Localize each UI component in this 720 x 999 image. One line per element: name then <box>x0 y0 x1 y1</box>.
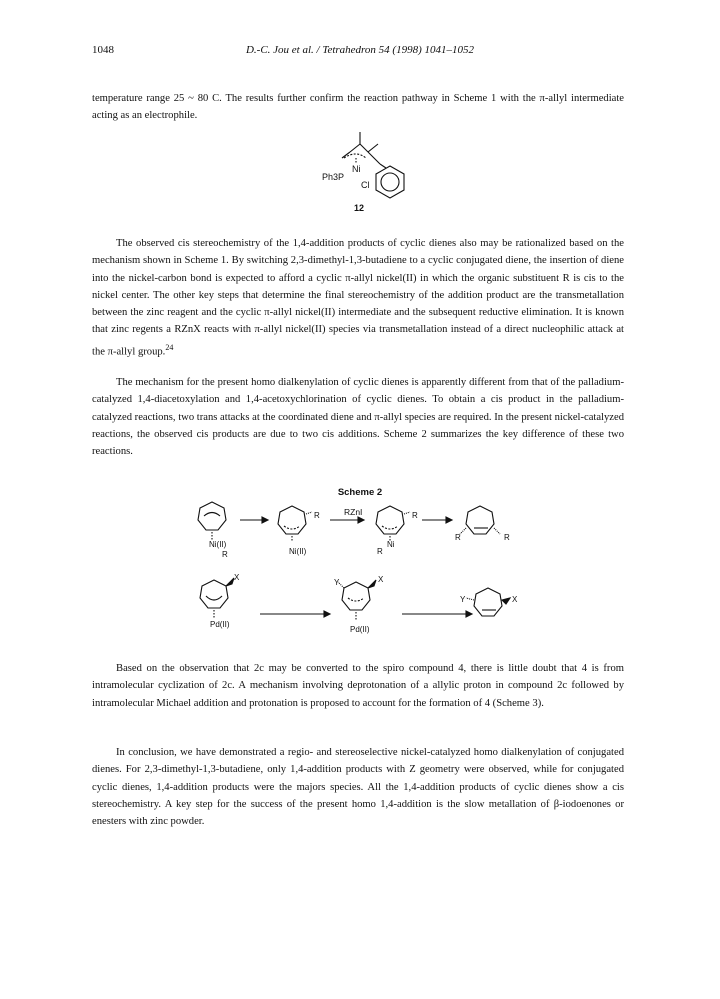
scheme-r-1: R <box>222 550 228 559</box>
compound-12-label: 12 <box>354 203 365 213</box>
compound-12-ni: Ni <box>352 164 361 174</box>
scheme-pd-ii-1: Pd(II) <box>210 620 230 629</box>
scheme-ni-1: Ni <box>387 540 395 549</box>
scheme-r-6: R <box>504 533 510 542</box>
compound-12-cl: Cl <box>361 180 370 190</box>
scheme-y-1: Y <box>334 578 340 587</box>
scheme-x-1: X <box>234 573 240 582</box>
paragraph-2 <box>92 235 624 361</box>
paragraph-4: Based on the observation that 2c may be converted to the spiro compound 4, there is little doubt that 4 is from intramolecular cyclization of 2c. A mechanism involving deprotonation of a allylic proton in compound 2c followed by intramolecular Michael addition and protonation is proposed to account for the formation of 4 (Scheme 3). <box>92 663 624 709</box>
page-number: 1048 <box>92 44 114 56</box>
scheme-r-4: R <box>377 547 383 556</box>
paragraph-5: In conclusion, we have demonstrated a regio- and stereoselective nickel-catalyzed homo dialkenylation of conjugated dienes. For 2,3-dimethyl-1,3-butadiene, only 1,4-addition products with Z geometry were observed, while for conjugated cyclic dienes, 1,4-addition products were the majors species. All the 1,4-addition products of cyclic dienes show a cis stereochemistry. A key step for the success of the present homo 1,4-addition is the slow metallation of β-iodoenones or enesters with zinc powder. <box>92 747 624 828</box>
scheme-x-3: X <box>512 595 518 604</box>
reference-24: 24 <box>165 342 174 352</box>
paragraph-2-text: The observed cis stereochemistry of the 1,4-addition products of cyclic dienes also may be rationalized based on the mechanism shown in Scheme 1. By switching 2,3-dimethyl-1,3-butadiene to a cyclic conjugated diene, the insertion of diene into the nickel-carbon bond is expected to afford a cyclic π-allyl nickel(II) in which the organic substituent R is cis to the nickel center. The other key steps that determine the final stereochemistry of the addition product are the transmetallation between the zinc reagent and the cyclic π-allyl nickel(II) intermediate and the subsequent reductive elimination. It is known that zinc regents a RZnX reacts with π-allyl nickel(II) species via transmetallation instead of a direct nucleophilic attack at the π-allyl group. <box>92 238 624 358</box>
scheme-2-title: Scheme 2 <box>337 487 383 498</box>
paragraph-3: The mechanism for the present homo dialkenylation of cyclic dienes is apparently different from that of the palladium-catalyzed 1,4-diacetoxylation and 1,4-acetoxychlorination of cyclic dienes. To obtain a cis product in the palladium-catalyzed reactions, two trans attacks at the coordinated diene and π-allyl species are required. In the present nickel-catalyzed reactions, the observed cis products are due to two cis additions. Scheme 2 summarizes the key difference of these two reactions. <box>92 377 624 458</box>
scheme-y-2: Y <box>460 595 466 604</box>
scheme-r-2: R <box>314 511 320 520</box>
scheme-x-2: X <box>378 575 384 584</box>
scheme-2-diagram <box>190 500 540 645</box>
paragraph-1: temperature range 25 ~ 80 C. The results further confirm the reaction pathway in Scheme 1 with the π-allyl intermediate acting as an electrophile. <box>92 93 624 122</box>
scheme-pd-ii-2: Pd(II) <box>350 625 370 634</box>
scheme-ni-ii-1: Ni(II) <box>209 540 227 549</box>
compound-12-structure <box>300 128 430 216</box>
scheme-r-5: R <box>455 533 461 542</box>
scheme-ni-ii-2: Ni(II) <box>289 547 307 556</box>
scheme-r-3: R <box>412 511 418 520</box>
compound-12-ph3p: Ph3P <box>322 172 345 182</box>
running-header: D.-C. Jou et al. / Tetrahedron 54 (1998) 1041–1052 <box>245 44 475 56</box>
scheme-reagent-rzni: RZnI <box>344 507 363 517</box>
